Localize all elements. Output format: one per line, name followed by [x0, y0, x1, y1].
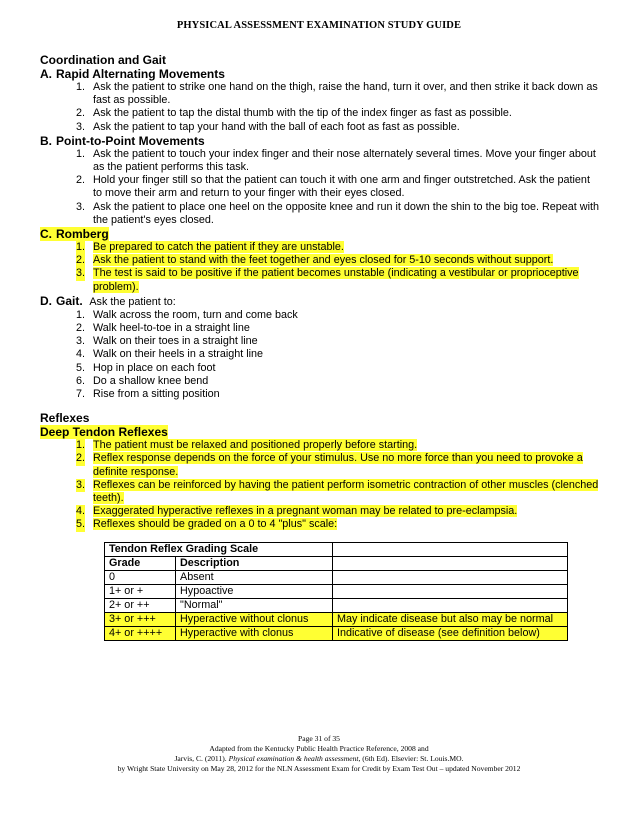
footer-citation-prefix: Jarvis, C. (2011).: [174, 754, 229, 763]
list-item: 3. Reflexes can be reinforced by having the patient perform isometric contraction of other muscles (clenched teeth).: [76, 478, 599, 505]
table-row: [105, 598, 568, 612]
list-item: 1. Walk across the room, turn and come back: [76, 308, 298, 321]
section-title-coordination: Coordination and Gait: [40, 53, 166, 67]
list-item: 3. Walk on their toes in a straight line: [76, 335, 258, 348]
list-item-text: Walk heel-to-toe in a straight line: [93, 322, 250, 335]
subsection-deep-tendon: [40, 425, 600, 439]
table-cell: Hypoactive: [176, 584, 333, 598]
subsection-letter: A.: [40, 67, 52, 81]
table-cell: Hyperactive without clonus: [176, 612, 333, 626]
table-cell: 0: [105, 570, 176, 584]
table-title: Tendon Reflex Grading Scale: [105, 542, 333, 556]
subsection-title: Romberg: [56, 227, 109, 242]
document-body: [40, 53, 600, 641]
section-title-reflexes: Reflexes: [40, 411, 90, 426]
table-cell: [333, 542, 568, 556]
table-cell: 1+ or +: [105, 584, 176, 598]
list-item: 1. The patient must be relaxed and positioned properly before starting.: [76, 439, 418, 452]
table-cell: "Normal": [176, 598, 333, 612]
subsection-letter: D.: [40, 293, 52, 308]
list-b: [40, 148, 600, 227]
list-item-text: Be prepared to catch the patient if they are unstable.: [93, 241, 344, 254]
subsection-note: Ask the patient to:: [89, 295, 176, 308]
subsection-a: [40, 67, 600, 81]
list-item-text: The test is said to be positive if the patient becomes unstable (indicating a vestibular or proprioceptive problem).: [93, 267, 579, 293]
subsection-title: Deep Tendon Reflexes: [40, 425, 168, 440]
list-item-text: Rise from a sitting position: [93, 388, 220, 401]
list-item: 2. Hold your finger still so that the patient can touch it with one arm and finger outstretched. Ask the patient to move their arm and return to your finger with their eyes closed.: [76, 174, 590, 200]
list-d: [40, 309, 600, 401]
list-item-text: Ask the patient to strike one hand on the thigh, raise the hand, turn it over, and then strike it back down as fast as possible.: [93, 81, 598, 107]
footer-line-3: by Wright State University on May 28, 2012 for the NLN Assessment Exam for Credit by Exam Test Out – updated November 2012: [117, 764, 521, 773]
footer-line-1: Adapted from the Kentucky Public Health Practice Reference, 2008 and: [209, 744, 429, 753]
list-item: 6. Do a shallow knee bend: [76, 374, 209, 387]
table-row: [105, 626, 568, 640]
table-title-row: [105, 542, 568, 556]
footer-citation-title: Physical examination & health assessment: [228, 754, 359, 763]
footer-citation-suffix: , (6th Ed). Elsevier: St. Louis.MO.: [358, 754, 464, 763]
subsection-c: [40, 227, 600, 241]
list-item: 4. Walk on their heels in a straight line: [76, 348, 264, 361]
subsection-b: [40, 134, 600, 148]
table-row: [105, 570, 568, 584]
table-header-row: [105, 556, 568, 570]
subsection-letter: B.: [40, 133, 52, 148]
subsection-letter: C.: [40, 227, 52, 242]
table-cell: Indicative of disease (see definition below): [333, 626, 568, 640]
list-item-text: Hold your finger still so that the patient can touch it with one arm and finger outstretched. Ask the patient to move their arm and return to your finger with their eyes closed.: [93, 174, 590, 200]
list-item: 3. Ask the patient to tap your hand with the ball of each foot as fast as possible.: [76, 120, 460, 133]
list-item-text: Do a shallow knee bend: [93, 374, 209, 387]
page-number: Page 31 of 35: [298, 734, 340, 743]
list-reflexes: [40, 439, 600, 531]
list-item: 2. Ask the patient to tap the distal thumb with the tip of the index finger as fast as possible.: [76, 107, 512, 120]
table-cell: Hyperactive with clonus: [176, 626, 333, 640]
list-c: [40, 241, 600, 294]
table-cell: 2+ or ++: [105, 598, 176, 612]
list-item: 1. Be prepared to catch the patient if they are unstable.: [76, 241, 344, 254]
table-cell: [333, 598, 568, 612]
page-footer: [0, 734, 638, 774]
list-item: 1. Ask the patient to strike one hand on the thigh, raise the hand, turn it over, and then strike it back down as fast as possible.: [76, 81, 598, 107]
list-item-text: Ask the patient to place one heel on the opposite knee and run it down the shin to the big toe. Repeat with the patient's eyes closed.: [93, 200, 600, 226]
list-item: 7. Rise from a sitting position: [76, 388, 220, 401]
list-item-text: Walk across the room, turn and come back: [93, 308, 298, 321]
list-item: 4. Exaggerated hyperactive reflexes in a pregnant woman may be related to pre-eclampsia.: [76, 505, 518, 518]
list-item: 5. Hop in place on each foot: [76, 361, 216, 374]
list-item: 3. The test is said to be positive if the patient becomes unstable (indicating a vestibular or proprioceptive problem).: [76, 267, 579, 293]
column-header-description: Description: [176, 556, 333, 570]
list-item-text: Ask the patient to tap your hand with the ball of each foot as fast as possible.: [93, 120, 460, 133]
footer-line-2: [0, 754, 638, 764]
list-item-text: Hop in place on each foot: [93, 361, 216, 374]
list-item-text: Reflexes can be reinforced by having the patient perform isometric contraction of other muscles (clenched teeth).: [93, 478, 599, 505]
table-cell: [333, 584, 568, 598]
list-item-text: Ask the patient to stand with the feet together and eyes closed for 5-10 seconds without support.: [93, 254, 554, 267]
list-item-text: Walk on their heels in a straight line: [93, 348, 264, 361]
table-row: [105, 612, 568, 626]
list-item-text: Ask the patient to touch your index finger and their nose alternately several times. Move your finger about as the patient performs this task.: [93, 147, 596, 174]
table-row: [105, 584, 568, 598]
list-a: [40, 81, 600, 134]
table-cell: May indicate disease but also may be normal: [333, 612, 568, 626]
list-item: 5. Reflexes should be graded on a 0 to 4 "plus" scale:: [76, 518, 338, 531]
table-cell: Absent: [176, 570, 333, 584]
list-item-text: Reflexes should be graded on a 0 to 4 "plus" scale:: [93, 518, 338, 531]
reflex-grading-table: [104, 542, 568, 641]
column-header-notes: [333, 556, 568, 570]
table-cell: 3+ or +++: [105, 612, 176, 626]
list-item: 2. Ask the patient to stand with the feet together and eyes closed for 5-10 seconds without support.: [76, 254, 554, 267]
list-item: 1. Ask the patient to touch your index finger and their nose alternately several times. Move your finger about as the patient performs this task.: [76, 147, 596, 174]
subsection-title: Gait.: [56, 293, 83, 308]
subsection-title: Rapid Alternating Movements: [56, 67, 225, 81]
list-item-text: Reflex response depends on the force of your stimulus. Use no more force than you need to provoke a definite response.: [93, 452, 583, 478]
list-item-text: Ask the patient to tap the distal thumb with the tip of the index finger as fast as possible.: [93, 107, 512, 120]
list-item-text: Exaggerated hyperactive reflexes in a pregnant woman may be related to pre-eclampsia.: [93, 505, 518, 518]
table-cell: 4+ or ++++: [105, 626, 176, 640]
list-item-text: Walk on their toes in a straight line: [93, 335, 258, 348]
table-cell: [333, 570, 568, 584]
list-item-text: The patient must be relaxed and positioned properly before starting.: [93, 439, 418, 452]
column-header-grade: Grade: [105, 556, 176, 570]
list-item: 2. Walk heel-to-toe in a straight line: [76, 322, 250, 335]
list-item: 3. Ask the patient to place one heel on the opposite knee and run it down the shin to the big toe. Repeat with the patient's eyes closed.: [76, 200, 600, 226]
subsection-title: Point-to-Point Movements: [56, 133, 205, 148]
page-header: PHYSICAL ASSESSMENT EXAMINATION STUDY GUIDE: [176, 20, 462, 31]
list-item: 2. Reflex response depends on the force of your stimulus. Use no more force than you need to provoke a definite response.: [76, 452, 583, 478]
subsection-d: [40, 294, 600, 309]
